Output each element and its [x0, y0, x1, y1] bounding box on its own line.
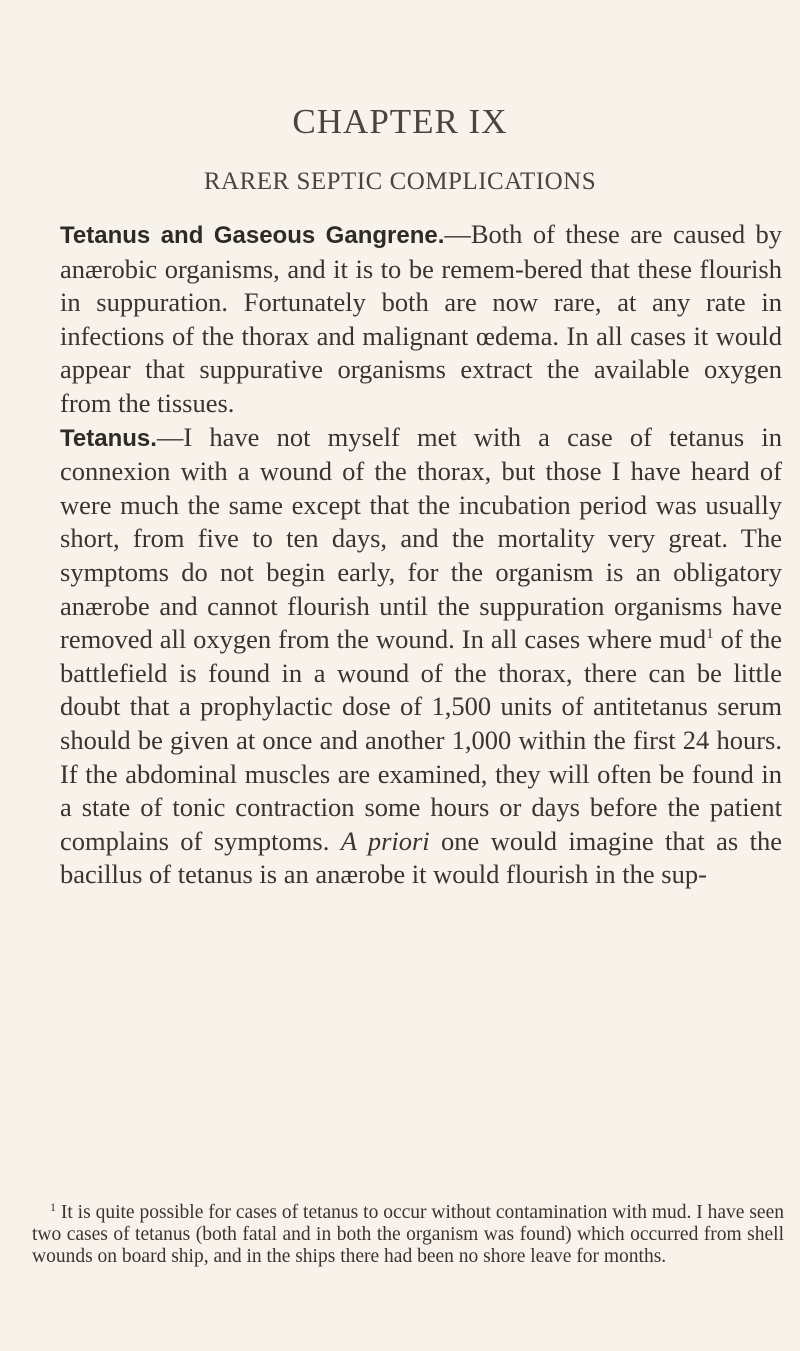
- paragraph-text: of the battlefield is found in a wound of the thorax, there can be little doubt that a prophylactic dose of 1,500 units of antitetanus serum should be given at once and another 1,000 within the first 24 hours. If the abdominal muscles are examined, they will often be found in a state of tonic contraction some hours or days before the patient complains of symptoms.: [60, 624, 783, 856]
- paragraph-tetanus: [60, 421, 782, 892]
- footnote-mark: 1: [50, 1199, 56, 1214]
- run-in-heading: Tetanus and Gaseous Gangrene.: [60, 222, 445, 249]
- footnote-text: It is quite possible for cases of tetanus to occur without contamination with mud. I have seen two cases of tetanus (both fatal and in both the organism was found) which occurred from shell wounds on board ship, and in the ships there had been no shore leave for months.: [32, 1202, 784, 1267]
- paragraph-text: —I have not myself met with a case of tetanus in connexion with a wound of the thorax, but those I have heard of were much the same except that the incubation period was usually short, from five to ten days, and the mortality very great. The symptoms do not begin early, for the organism is an obligatory anærobe and cannot flourish until the suppuration organisms have removed all oxygen from the wound. In all cases where mud: [60, 421, 782, 655]
- chapter-title: RARER SEPTIC COMPLICATIONS: [203, 168, 597, 195]
- body-text: [60, 218, 782, 892]
- footnote-reference: 1: [706, 626, 714, 643]
- footnote: [32, 1199, 784, 1268]
- paragraph-text: one would imagine that as the bacillus of tetanus is an anærobe it would flourish in the sup-: [60, 825, 783, 890]
- paragraph-gaseous-gangrene: [60, 218, 782, 421]
- paragraph-text: —Both of these are caused by anærobic organisms, and it is to be remem-bered that these flourish in suppuration. Fortunately both are now rare, at any rate in infections of the thorax and malignant œdema. In all cases it would appear that suppurative organisms extract the available oxygen from the tissues.: [60, 219, 782, 418]
- run-in-heading: Tetanus.: [60, 424, 157, 452]
- italic-phrase: A priori: [340, 825, 430, 856]
- chapter-heading: CHAPTER IX: [292, 102, 508, 141]
